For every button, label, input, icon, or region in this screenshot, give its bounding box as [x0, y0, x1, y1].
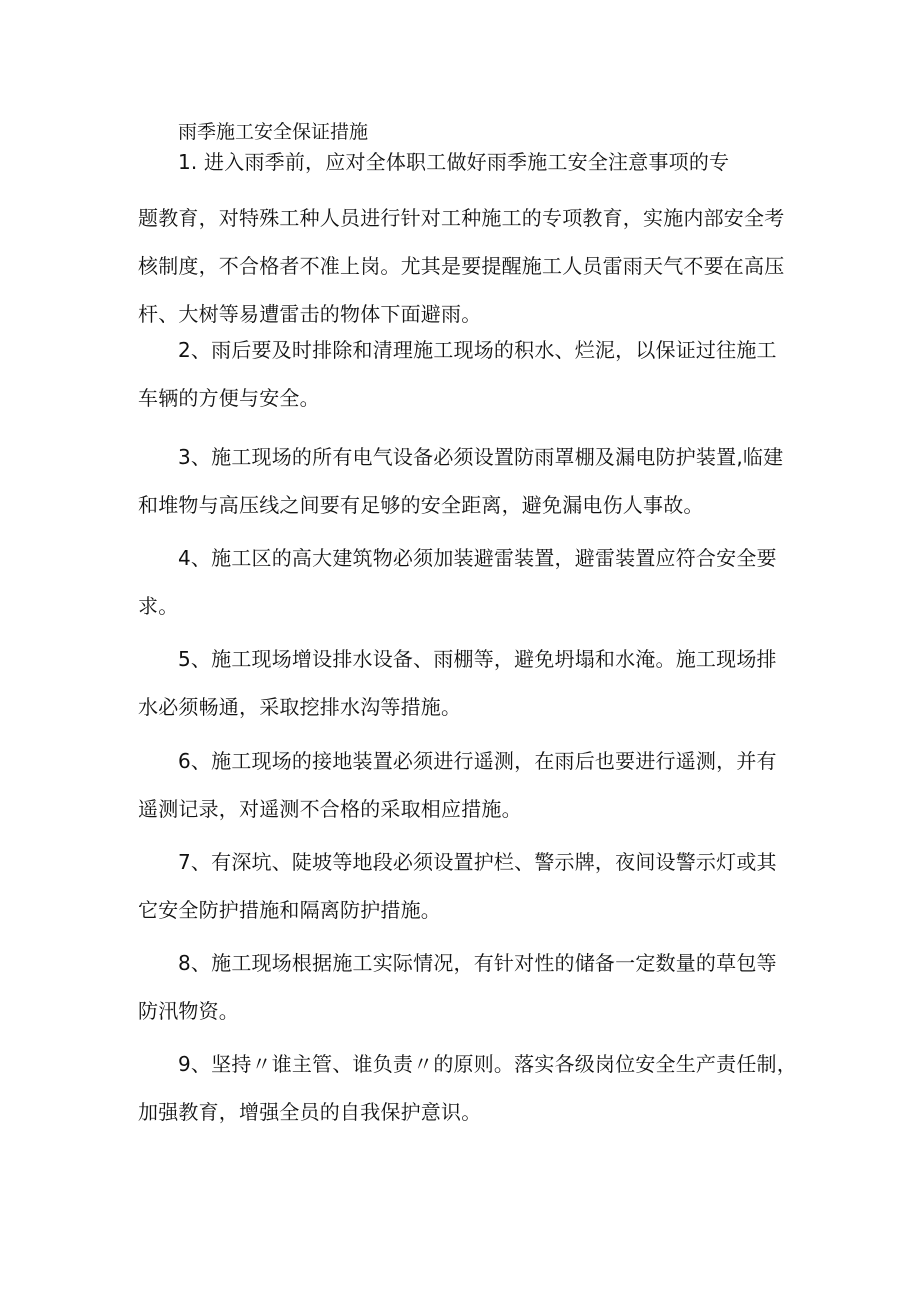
paragraph-line: 题教育，对特殊工种人员进行针对工种施工的专项教育，实施内部安全考: [138, 206, 785, 230]
paragraph-line: 水必须畅通，采取挖排水沟等措施。: [138, 695, 462, 719]
paragraph-line: 它安全防护措施和隔离防护措施。: [138, 898, 441, 922]
paragraph-line: 3、施工现场的所有电气设备必须设置防雨罩棚及漏电防护装置,临建: [178, 445, 784, 469]
paragraph-line: 遥测记录，对遥测不合格的采取相应措施。: [138, 797, 522, 821]
paragraph-line: 车辆的方便与安全。: [138, 386, 320, 410]
paragraph-line: 8、施工现场根据施工实际情况，有针对性的储备一定数量的草包等: [178, 951, 777, 975]
paragraph-line: 9、坚持〃谁主管、谁负责〃的原则。落实各级岗位安全生产责任制，: [178, 1052, 797, 1076]
paragraph-5: [138, 635, 798, 731]
paragraph-6: [138, 737, 798, 833]
paragraph-line: 4、施工区的高大建筑物必须加装避雷装置，避雷装置应符合安全要: [178, 546, 777, 570]
paragraph-9: [138, 1040, 798, 1136]
paragraph-8: [138, 939, 798, 1035]
paragraph-line: 杆、大树等易遭雷击的物体下面避雨。: [138, 302, 482, 326]
paragraph-line: 加强教育，增强全员的自我保护意识。: [138, 1100, 482, 1124]
paragraph-3: [138, 433, 798, 529]
paragraph-line: 5、施工现场增设排水设备、雨棚等，避免坍塌和水淹。施工现场排: [178, 647, 777, 671]
paragraph-line: 和堆物与高压线之间要有足够的安全距离，避免漏电伤人事故。: [138, 493, 704, 517]
paragraph-line: 7、有深坑、陡坡等地段必须设置护栏、警示牌，夜间设警示灯或其: [178, 850, 777, 874]
paragraph-line: 求。: [138, 594, 179, 618]
document-title: 雨季施工安全保证措施: [178, 121, 369, 143]
paragraph-line: 6、施工现场的接地装置必须进行遥测，在雨后也要进行遥测，并有: [178, 749, 777, 773]
paragraph-2: [138, 326, 798, 422]
paragraph-1: [138, 148, 798, 338]
paragraph-line: 2、雨后要及时排除和清理施工现场的积水、烂泥，以保证过往施工: [178, 338, 777, 362]
paragraph-4: [138, 534, 798, 630]
paragraph-line: 1. 进入雨季前，应对全体职工做好雨季施工安全注意事项的专: [178, 150, 730, 174]
paragraph-line: 核制度，不合格者不准上岗。尤其是要提醒施工人员雷雨天气不要在高压: [138, 254, 785, 278]
paragraph-line: 防汛物资。: [138, 999, 239, 1023]
paragraph-7: [138, 838, 798, 934]
